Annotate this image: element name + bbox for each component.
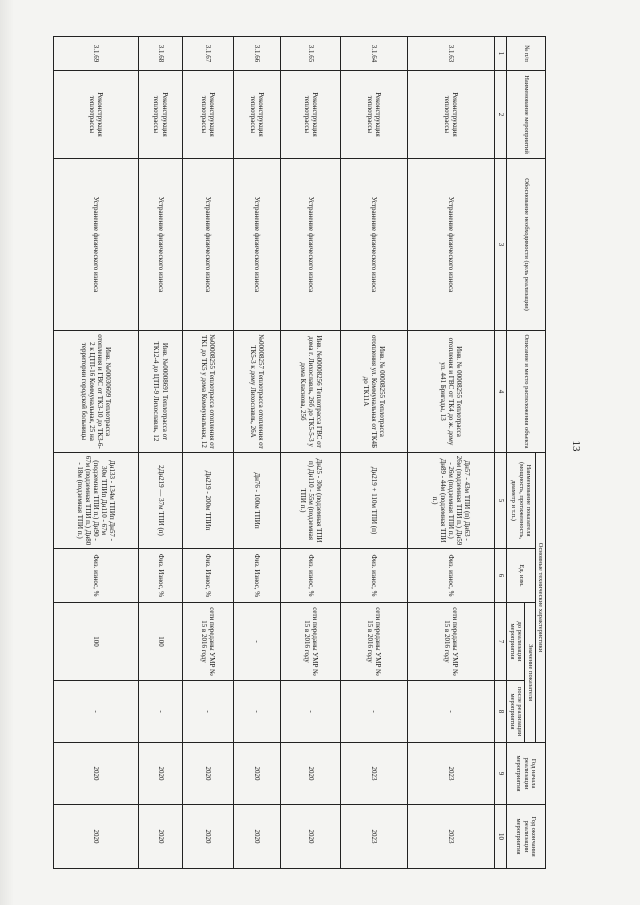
row-after: -: [341, 681, 408, 743]
table-row: [408, 37, 495, 869]
row-name: Реконструкция теплотрассы: [408, 71, 495, 159]
row-start-year: 2020: [281, 743, 341, 805]
row-end-year: 2020: [234, 805, 281, 869]
scan-edge: [0, 0, 14, 905]
row-no: 3.1.65: [281, 37, 341, 71]
row-indicator: Дн219 + 110м ТПИ (п): [341, 453, 408, 549]
row-name: Реконструкция теплотрассы: [54, 71, 139, 159]
row-name: Реконструкция теплотрассы: [234, 71, 281, 159]
col-number-4: 4: [495, 331, 507, 453]
row-unit: Физ. Износ, %: [138, 549, 183, 603]
col-number-2: 2: [495, 71, 507, 159]
page-number: 13: [570, 440, 582, 452]
row-no: 3.1.63: [408, 37, 495, 71]
row-end-year: 2020: [183, 805, 234, 869]
row-justification: Устранение физического износа: [341, 159, 408, 331]
table-row: [341, 37, 408, 869]
row-before: сети переданы УМР № 15 в 2016 году: [281, 603, 341, 681]
row-name: Реконструкция теплотрассы: [281, 71, 341, 159]
table-row: [54, 37, 139, 869]
row-start-year: 2020: [54, 743, 139, 805]
row-description: Инв. № 00008255 Теплотрасса отопления и ГВС от ТК4 до ж. дому ул. 441 Бригады, 13: [408, 331, 495, 453]
row-start-year: 2020: [183, 743, 234, 805]
row-start-year: 2023: [341, 743, 408, 805]
header-description: Описание и место расположения объекта: [507, 331, 546, 453]
row-before: сети переданы УМР № 15 в 2016 году: [408, 603, 495, 681]
table-wrapper: [53, 36, 546, 868]
header-end-year: Год окончания реализации мероприятия: [507, 805, 546, 869]
row-unit: Физ. Износ, %: [234, 549, 281, 603]
row-after: -: [234, 681, 281, 743]
header-value-group: Значение показателя: [525, 603, 535, 743]
col-number-7: 7: [495, 603, 507, 681]
col-number-1: 1: [495, 37, 507, 71]
row-after: -: [138, 681, 183, 743]
row-description: Инв. №00008256 Теплотрасса ГВС от дома г. Лихославль, 26б до ТК5-5-3 у дома Класнова, 25б: [281, 331, 341, 453]
row-indicator: Дн133 - 134м ТПИп Дн57 - 30м ТПИп Дн110 - 67м (подземная ТПИ п.) Дн90 - 67м (подземная ТПИ п.) Дн80 - 18м (подземная ТПИ п.): [54, 453, 139, 549]
row-no: 3.1.68: [138, 37, 183, 71]
row-before: 100: [54, 603, 139, 681]
header-no: № п/п: [507, 37, 546, 71]
table-row: [183, 37, 234, 869]
col-number-9: 9: [495, 743, 507, 805]
row-after: -: [54, 681, 139, 743]
measures-table: [53, 36, 546, 869]
row-description: №00008257 Теплотрасса отопления от ТК5-3 к дому Лихославль, 26А: [234, 331, 281, 453]
row-end-year: 2023: [341, 805, 408, 869]
row-description: №00008255 Теплотрасса отопления от ТК1 до ТК5 у дома Коммунальная, 12: [183, 331, 234, 453]
row-before: сети переданы УМР № 15 в 2016 году: [341, 603, 408, 681]
row-after: -: [408, 681, 495, 743]
row-after: -: [281, 681, 341, 743]
row-end-year: 2020: [54, 805, 139, 869]
row-name: Реконструкция теплотрассы: [138, 71, 183, 159]
table-row: [234, 37, 281, 869]
row-description: Инв. №00030609 Теплотрасса отопления и ГВС от ТК3-10 до ТК3-6-2 к ЦТП-16 Коммунальная, 25 на территории городской больницы: [54, 331, 139, 453]
header-justification: Обоснование необходимости (цель реализации): [507, 159, 546, 331]
col-number-10: 10: [495, 805, 507, 869]
row-indicator: Дн57 - 43м ТПИ (п) Дн63 - 26м (подземная ТПИ п.) Дн59 - 26м (подземная ТПИ п.) Дн89 - 44м (подземная ТПИ п.): [408, 453, 495, 549]
row-end-year: 2023: [408, 805, 495, 869]
row-name: Реконструкция теплотрассы: [183, 71, 234, 159]
row-start-year: 2020: [138, 743, 183, 805]
col-number-5: 5: [495, 453, 507, 549]
row-end-year: 2020: [138, 805, 183, 869]
row-unit: Физ. износ, %: [281, 549, 341, 603]
row-unit: Физ. Износ, %: [183, 549, 234, 603]
row-justification: Устранение физического износа: [183, 159, 234, 331]
row-indicator: Дн76 - 100м ТПИп: [234, 453, 281, 549]
row-justification: Устранение физического износа: [281, 159, 341, 331]
row-end-year: 2020: [281, 805, 341, 869]
header-before: до реализации мероприятия: [507, 603, 525, 681]
row-description: Инв. № 00008255 Теплотрасса отопления ул. Коммунальная от ТК4Б до ТК11А: [341, 331, 408, 453]
row-indicator: 2Дн219 — 37м ТПИ (п): [138, 453, 183, 549]
row-no: 3.1.69: [54, 37, 139, 71]
rotated-page: [53, 36, 546, 868]
header-after: после реализации мероприятия: [507, 681, 525, 743]
row-no: 3.1.67: [183, 37, 234, 71]
row-before: 100: [138, 603, 183, 681]
row-justification: Устранение физического износа: [54, 159, 139, 331]
table-row: [138, 37, 183, 869]
table-row: [281, 37, 341, 869]
col-number-8: 8: [495, 681, 507, 743]
row-name: Реконструкция теплотрассы: [341, 71, 408, 159]
row-unit: Физ. износ, %: [341, 549, 408, 603]
row-unit: Физ. износ, %: [408, 549, 495, 603]
row-indicator: Дн219 - 200м ТПИп: [183, 453, 234, 549]
row-justification: Устранение физического износа: [234, 159, 281, 331]
row-start-year: 2020: [234, 743, 281, 805]
row-no: 3.1.64: [341, 37, 408, 71]
header-start-year: Год начала реализации мероприятия: [507, 743, 546, 805]
row-justification: Устранение физического износа: [138, 159, 183, 331]
col-number-6: 6: [495, 549, 507, 603]
row-no: 3.1.66: [234, 37, 281, 71]
row-before: сети переданы УМР № 15 в 2016 году: [183, 603, 234, 681]
header-tech-group: Основные технические характеристики: [535, 453, 545, 743]
row-before: -: [234, 603, 281, 681]
row-justification: Устранение физического износа: [408, 159, 495, 331]
header-indicator: Наименование показателя (мощность, протяженность, диаметр и т.п.): [507, 453, 535, 549]
row-unit: Физ. износ, %: [54, 549, 139, 603]
header-unit: Ед. изм.: [507, 549, 535, 603]
row-description: Инв. №00008691 Теплотрасса от ТК12-4 до ЦТП-9 Лихославль, 12: [138, 331, 183, 453]
row-indicator: Дн25 - 30м (подземная ТПИ п) Дн110 - 55м (подземная ТПИ п.): [281, 453, 341, 549]
header-name: Наименование мероприятий: [507, 71, 546, 159]
row-after: -: [183, 681, 234, 743]
col-number-3: 3: [495, 159, 507, 331]
row-start-year: 2023: [408, 743, 495, 805]
